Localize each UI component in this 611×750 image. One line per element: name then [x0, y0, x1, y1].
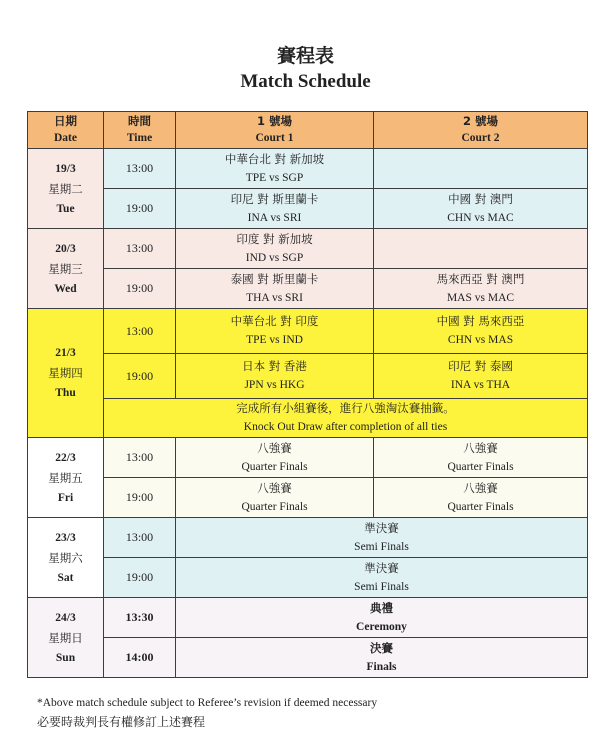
- time-cell: 13:00: [104, 149, 176, 189]
- court2-cell: 八強賽 Quarter Finals: [374, 478, 588, 518]
- footnotes: [37, 694, 377, 732]
- table-row: [28, 149, 588, 189]
- time-cell: 19:00: [104, 354, 176, 399]
- time-cell: 13:30: [104, 598, 176, 638]
- date-cell: 23/3 星期六 Sat: [28, 518, 104, 598]
- table-row: [28, 309, 588, 354]
- both-courts-cell: 決賽 Finals: [176, 638, 588, 678]
- header-time: 時間 Time: [104, 112, 176, 149]
- table-row: [28, 189, 588, 229]
- title-chinese: 賽程表: [276, 45, 334, 67]
- title-block: [0, 44, 611, 94]
- table-row: [28, 558, 588, 598]
- date-cell: 21/3 星期四 Thu: [28, 309, 104, 438]
- time-cell: 13:00: [104, 438, 176, 478]
- court2-cell: 八強賽 Quarter Finals: [374, 438, 588, 478]
- header-row: [28, 112, 588, 149]
- header-court1: 1 號場 Court 1: [176, 112, 374, 149]
- court1-cell: 印度 對 新加坡 IND vs SGP: [176, 229, 374, 269]
- court2-cell: [374, 149, 588, 189]
- time-cell: 13:00: [104, 518, 176, 558]
- time-cell: 19:00: [104, 558, 176, 598]
- footnote-chinese: 必要時裁判長有權修訂上述賽程: [37, 715, 206, 729]
- header-date: 日期 Date: [28, 112, 104, 149]
- time-cell: 19:00: [104, 269, 176, 309]
- table-row: [28, 598, 588, 638]
- court1-cell: 中華台北 對 印度 TPE vs IND: [176, 309, 374, 354]
- court1-cell: 日本 對 香港 JPN vs HKG: [176, 354, 374, 399]
- both-courts-cell: 準決賽 Semi Finals: [176, 558, 588, 598]
- table-row: [28, 269, 588, 309]
- table-row: [28, 399, 588, 438]
- table-row: [28, 354, 588, 399]
- date-cell: 20/3 星期三 Wed: [28, 229, 104, 309]
- table-row: [28, 638, 588, 678]
- both-courts-cell: 典禮 Ceremony: [176, 598, 588, 638]
- court1-cell: 八強賽 Quarter Finals: [176, 478, 374, 518]
- court2-cell: 印尼 對 泰國 INA vs THA: [374, 354, 588, 399]
- time-cell: 13:00: [104, 309, 176, 354]
- header-court2: 2 號場 Court 2: [374, 112, 588, 149]
- table-row: [28, 478, 588, 518]
- court1-cell: 八強賽 Quarter Finals: [176, 438, 374, 478]
- table-row: [28, 438, 588, 478]
- footnote-english: *Above match schedule subject to Referee’s revision if deemed necessary: [37, 697, 378, 709]
- table-row: [28, 229, 588, 269]
- date-cell: 19/3 星期二 Tue: [28, 149, 104, 229]
- court1-cell: 中華台北 對 新加坡 TPE vs SGP: [176, 149, 374, 189]
- title-english: Match Schedule: [240, 71, 371, 92]
- schedule-table: [27, 111, 588, 678]
- both-courts-cell: 準決賽 Semi Finals: [176, 518, 588, 558]
- draw-note-cell: 完成所有小組賽後，進行八強淘汰賽抽籤。 Knock Out Draw after completion of all ties: [104, 399, 588, 438]
- court2-cell: 中國 對 馬來西亞 CHN vs MAS: [374, 309, 588, 354]
- date-cell: 22/3 星期五 Fri: [28, 438, 104, 518]
- time-cell: 13:00: [104, 229, 176, 269]
- court1-cell: 印尼 對 斯里蘭卡 INA vs SRI: [176, 189, 374, 229]
- time-cell: 19:00: [104, 478, 176, 518]
- court1-cell: 泰國 對 斯里蘭卡 THA vs SRI: [176, 269, 374, 309]
- court2-cell: 中國 對 澳門 CHN vs MAC: [374, 189, 588, 229]
- court2-cell: 馬來西亞 對 澳門 MAS vs MAC: [374, 269, 588, 309]
- time-cell: 14:00: [104, 638, 176, 678]
- date-cell: 24/3 星期日 Sun: [28, 598, 104, 678]
- time-cell: 19:00: [104, 189, 176, 229]
- court2-cell: [374, 229, 588, 269]
- table-row: [28, 518, 588, 558]
